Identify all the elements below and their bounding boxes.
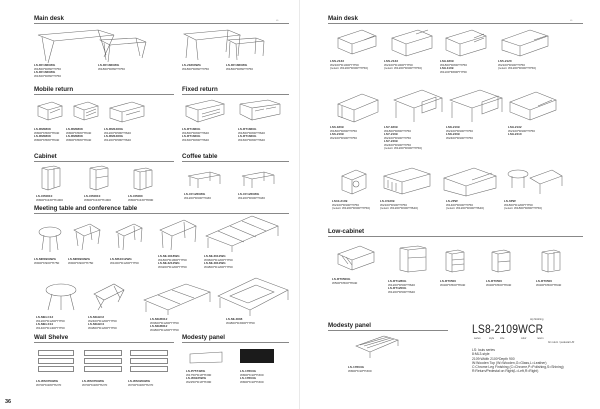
shelf-illustration <box>84 358 122 364</box>
section-rule <box>328 330 448 331</box>
shelf-illustration <box>84 350 122 356</box>
product-label: LS5-2120 W2100*D900*H750 (return W1200*D600*H750) <box>498 59 537 70</box>
section-rule <box>328 236 583 237</box>
section-title-main-desk: Main desk <box>328 15 358 22</box>
product-label: LS-ML4808 W4800*D3000*H750 <box>226 317 255 325</box>
shelf-illustration <box>84 366 122 372</box>
section-title-fixed-return: Fixed return <box>182 86 218 93</box>
section-rule <box>182 94 289 95</box>
page-spine <box>299 0 300 409</box>
model-legend <box>472 348 592 374</box>
product-label: LS-MGB612 W3600*D1200*H750 LS-MGB812 W4800*D1200*H750 <box>150 317 179 332</box>
product-label: LS-2PW W1400*D600*H750 (return W1200*D600*H640) <box>446 199 485 210</box>
product-label: LS-DF1860WG W1860*D860*H750 <box>226 63 254 71</box>
product-label: LS-CB080 W800*D430*H800 <box>128 194 154 202</box>
product-label: LS-MELC12 W1200*D1200*H750 LS-MELX14 W1400*D1400*H750 <box>36 315 65 330</box>
legend-line: R:Return/Pedestal on Right(L=Left,R=Right) <box>472 369 539 374</box>
model-part-label: color <box>521 337 527 340</box>
legend-line: 2109:Width 2100*Depth 900 <box>472 356 515 361</box>
product-label: LS7-1809 W1800*D800*H750 LS7-2109 W2100*D900*H750 LS7-2409 W2400*D900*H750 (return W1200*D600*H750) <box>384 125 423 150</box>
product-label: LS-RT1280G W1200*D500*H640 LS-RT1200G W1200*D500*H640 <box>388 279 416 294</box>
page-number: 36 <box>5 399 12 405</box>
section-rule <box>34 23 289 24</box>
product-label: LS-RM1280G W1200*D580*H640 LS-RM1280G W1200*D580*H640 <box>104 127 132 142</box>
product-label: LS-MR0909WG W900*D900*H750 <box>68 257 94 265</box>
product-label: LS-RT0500 W400*D500*H640 <box>440 279 466 287</box>
product-label: LS-CB0810 W800*D430*H1000 <box>36 194 64 202</box>
legend-line: C:Chrome Leg Finishing (C=Chrome,P=Polishing,S=Shining) <box>472 365 564 370</box>
legend-line: LS: louis series <box>472 348 495 352</box>
shelf-illustration <box>38 366 74 372</box>
product-label: LS9-2132 W2100*D900*H750 LS9-2410 <box>508 125 536 136</box>
product-label: LS-17804G W800*D18*H300 LS-17804G W800*D18*H300 <box>240 369 264 384</box>
product-label: LS10-2109 W2100*D900*H750 (return W1200*D600*H750) <box>332 199 371 210</box>
product-label: LS-WS0709WG W700*D280*H270 <box>36 379 62 387</box>
section-title-mobile-return: Mobile return <box>34 86 74 93</box>
shelf-illustration <box>130 358 168 364</box>
product-label: LS-DF1860WG W1860*D860*H750 LS-DF1660WG W1660*D860*H750 <box>34 63 62 78</box>
product-label: LS-RT0500 W400*D500*H640 <box>486 279 512 287</box>
product-label: LS-DF1860WG W1860*D860*H750 <box>98 63 126 71</box>
product-label: LS-17804G W800*D18*H300 <box>348 365 372 373</box>
product-label: LS-6PW W1800*D1200*H750 (return W1800*D800*H750) <box>504 199 543 210</box>
product-label: LS-MGHC2 W2400*D1200*H750 LS-MGHC4 W4800*D1200*H750 <box>88 315 117 330</box>
section-rule <box>182 342 289 343</box>
model-part-label: series <box>474 337 481 340</box>
section-title-meeting-table: Meeting table and conference table <box>34 205 138 212</box>
section-tag: ▭ <box>276 19 279 22</box>
model-part-label: for return / pedestal L/R <box>548 341 575 344</box>
product-label: LS-CF1260WG W1200*D600*H430 <box>184 192 212 200</box>
product-label: LS6-1809 W1800*D800*H750 LS6-2109 W2100*D900*H750 <box>330 125 358 140</box>
legend-line: W:Wooden Top (W=Wooden,G=Glass,L=Leather) <box>472 360 547 365</box>
model-code: LS8-2109WCR <box>472 322 544 336</box>
product-label: LSS-2133 W2100*D1000*H750 (return W1200*D600*H750) <box>384 59 423 70</box>
product-label: LS-CB0810 W800*D430*H1000 <box>84 194 112 202</box>
product-label: LS9-1809 W1800*D800*H750 LS9-1109 W1100*D800*H750 <box>440 59 468 74</box>
product-label: LS-ML1818WG W1800*D1800*H750 LS-ML3212WG W3200*D1200*H750 <box>158 254 187 269</box>
product-label: LS-WS0709WG W700*D280*H270 <box>82 379 108 387</box>
product-label: LS-CS309 W2100*D900*H750 (return W1200*D600*H640) <box>380 199 419 210</box>
product-label: LS-RM0808 W800*D580*H640 LS-RM0808 W800*D580*H640 <box>66 127 92 142</box>
section-rule <box>34 342 174 343</box>
model-part-label: top finishing <box>530 318 544 321</box>
product-label: LS-CF1260WG W1200*D600*H430 <box>238 192 266 200</box>
product-label: LS-MR0909WG W900*D900*H750 <box>34 257 60 265</box>
product-label: LS-RM0808 W800*D580*H640 LS-RM0808 W800*D580*H640 <box>34 127 60 142</box>
product-label: LS-RT0500 W400*D500*H640 <box>536 279 562 287</box>
model-part-label: size <box>500 337 505 340</box>
section-title-coffee-table: Coffee table <box>182 153 218 160</box>
section-title-low-cabinet: Low-cabinet <box>328 228 365 235</box>
product-label: LS-RT1860G W1860*D800*H640 LS-RT1660G W1660*D800*H640 <box>182 127 210 142</box>
section-rule <box>328 23 583 24</box>
section-title-cabinet: Cabinet <box>34 153 57 160</box>
product-label: LS-ML3612WG W3600*D1200*H750 LS-ML4812WG W4800*D1200*H750 <box>204 254 233 269</box>
product-label: LSS-2133 W2100*D1000*H750 (return W1200*D600*H750) <box>330 59 369 70</box>
product-label: LS-WS0209WG W700*D280*H270 <box>128 379 154 387</box>
product-label: LS-MS1012WG W1000*D1200*H750 <box>110 257 139 265</box>
model-part-label: style <box>489 337 495 340</box>
section-title-modesty-panel: Modesty panel <box>328 322 371 329</box>
legend-line: 8:ML3-style <box>472 352 490 357</box>
section-title-wall-shelve: Wall Shelve <box>34 334 69 341</box>
section-title-main-desk: Main desk <box>34 15 64 22</box>
product-label: LS-RT0500G W500*D500*H640 <box>332 277 358 285</box>
product-label: LS8-2109 W2100*D900*H750 LS8-2409 W2400*D900*H750 <box>446 125 474 140</box>
shelf-illustration <box>38 350 74 356</box>
modesty-panel-dark-swatch <box>240 349 274 363</box>
section-tag: ▭ <box>570 19 573 22</box>
model-part-label: return <box>537 337 544 340</box>
section-rule <box>34 94 174 95</box>
product-label: LS-P7574WG W1750*D18*H390 LS-W0225WG W2250*D18*H390 <box>186 369 212 384</box>
section-title-modesty-panel: Modesty panel <box>182 334 225 341</box>
product-label: LS-RT1860G W1860*D800*H640 LS-RT1660G W1660*D800*H640 <box>238 127 266 142</box>
shelf-illustration <box>130 366 168 372</box>
section-rule <box>34 161 174 162</box>
product-label: LS-21860WG W1860*D860*H750 <box>182 63 210 71</box>
shelf-illustration <box>38 358 74 364</box>
shelf-illustration <box>130 350 168 356</box>
section-rule <box>182 161 289 162</box>
